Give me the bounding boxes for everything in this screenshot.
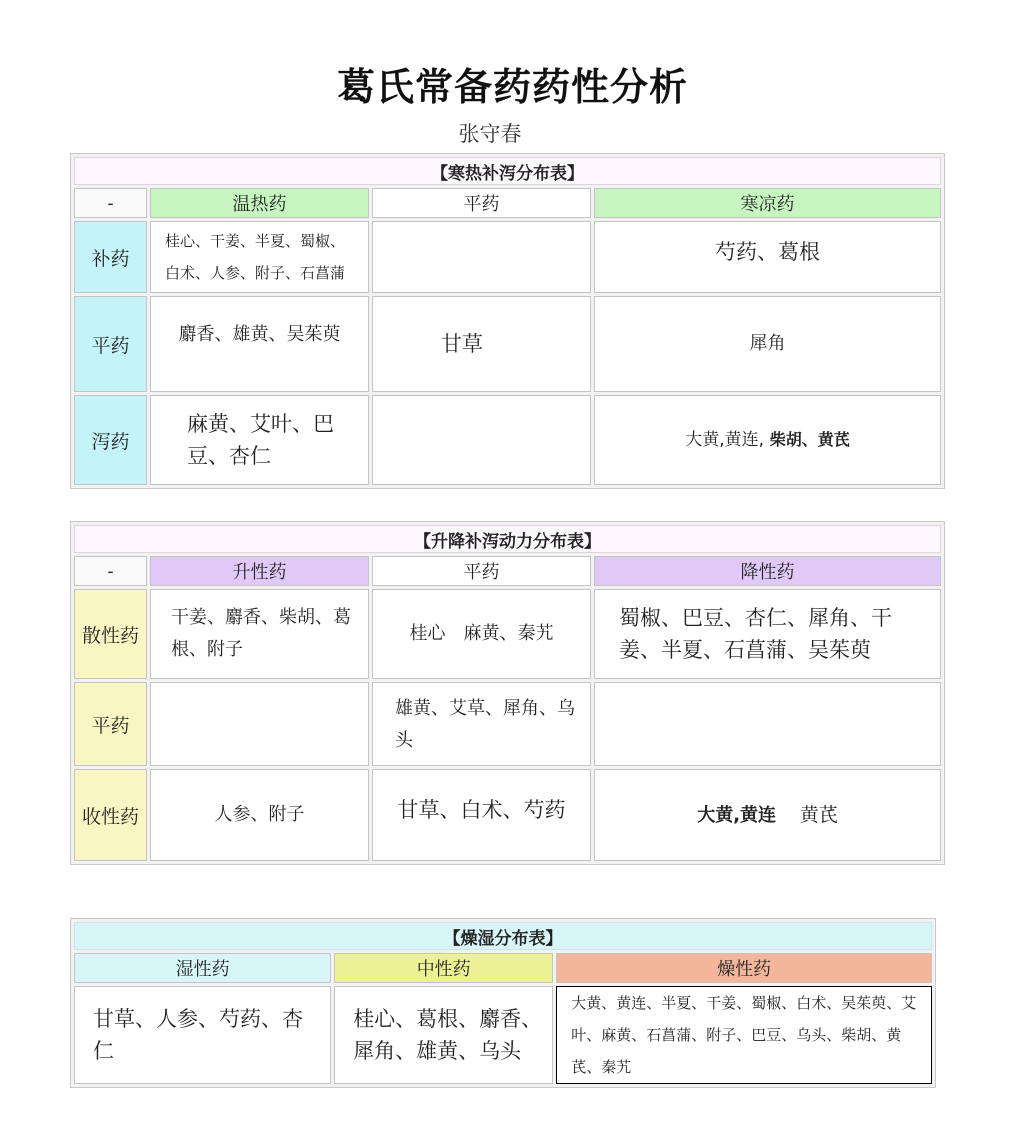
table2-corner: - (74, 556, 147, 586)
cell-text: 甘草、人参、芍药、杏仁 (93, 1007, 303, 1063)
table-cell (334, 986, 553, 1084)
table-cell (150, 682, 369, 766)
cell-text: 雄黄、艾草、犀角、乌头 (395, 698, 575, 751)
table3-caption: 【燥湿分布表】 (74, 922, 932, 950)
cell-text: 麻黄、艾叶、巴豆、杏仁 (187, 412, 334, 468)
row-label-disperse: 散性药 (74, 589, 147, 679)
cell-text-bold: 大黄,黄连 (697, 804, 795, 826)
table-cell (594, 395, 941, 485)
table-cell (372, 395, 591, 485)
header-warm: 温热药 (150, 188, 369, 218)
table-cell: 犀角 (594, 296, 941, 392)
cell-text: 蜀椒、巴豆、杏仁、犀角、干姜、半夏、石菖蒲、吴茱萸 (619, 606, 892, 662)
cell-text: 芍药、葛根 (715, 240, 820, 264)
cell-text: 大黄,黄连, (685, 430, 765, 450)
author: 张守春 (458, 122, 522, 146)
cell-text: 大黄、黄连、半夏、干姜、蜀椒、白术、吴茱萸、艾叶、麻黄、石菖蒲、附子、巴豆、乌头、柴胡、黄芪、秦艽 (571, 994, 917, 1076)
header-neutral: 中性药 (334, 953, 553, 983)
row-label-purge: 泻药 (74, 395, 147, 485)
table-cell (150, 296, 369, 392)
table-cell (372, 221, 591, 293)
table-cell (372, 296, 591, 392)
cell-text: 甘草、白术、芍药 (397, 798, 566, 822)
table-cell: 人参、附子 (150, 769, 369, 861)
table-cell (594, 682, 941, 766)
row-label-neutral: 平药 (74, 296, 147, 392)
header-wet: 湿性药 (74, 953, 331, 983)
table2-caption: 【升降补泻动力分布表】 (74, 525, 941, 553)
table-cell (594, 589, 941, 679)
table-cell: 桂心 麻黄、秦艽 (372, 589, 591, 679)
page-title: 葛氏常备药药性分析 (336, 65, 688, 109)
header-rising: 升性药 (150, 556, 369, 586)
header-falling: 降性药 (594, 556, 941, 586)
table-cell (594, 769, 941, 861)
table-cell (150, 395, 369, 485)
cell-text-bold: 柴胡、黄芪 (769, 430, 850, 449)
row-label-astringe: 收性药 (74, 769, 147, 861)
table1-caption: 【寒热补泻分布表】 (74, 157, 941, 185)
row-label-tonify: 补药 (74, 221, 147, 293)
table-cell (594, 221, 941, 293)
cell-text: 干姜、麝香、柴胡、葛根、附子 (171, 607, 351, 660)
table-cell (74, 986, 331, 1084)
table-cell (150, 589, 369, 679)
header-dry: 燥性药 (556, 953, 932, 983)
header-neutral: 平药 (372, 556, 591, 586)
table-cell: 桂心、干姜、半夏、蜀椒、白术、人参、附子、石菖蒲 (150, 221, 369, 293)
table-cell (372, 682, 591, 766)
header-neutral: 平药 (372, 188, 591, 218)
cell-text: 麝香、雄黄、吴茱萸 (178, 324, 341, 345)
table1-corner: - (74, 188, 147, 218)
table-rise-fall (70, 521, 945, 865)
table-cold-hot (70, 153, 945, 489)
table-cell (556, 986, 932, 1084)
row-label-neutral: 平药 (74, 682, 147, 766)
cell-text: 黄芪 (799, 803, 838, 826)
cell-text: 甘草 (441, 332, 483, 356)
table-dry-wet (70, 918, 936, 1088)
header-cold: 寒凉药 (594, 188, 941, 218)
cell-text: 桂心、葛根、麝香、犀角、雄黄、乌头 (353, 1007, 543, 1063)
table-cell (372, 769, 591, 861)
